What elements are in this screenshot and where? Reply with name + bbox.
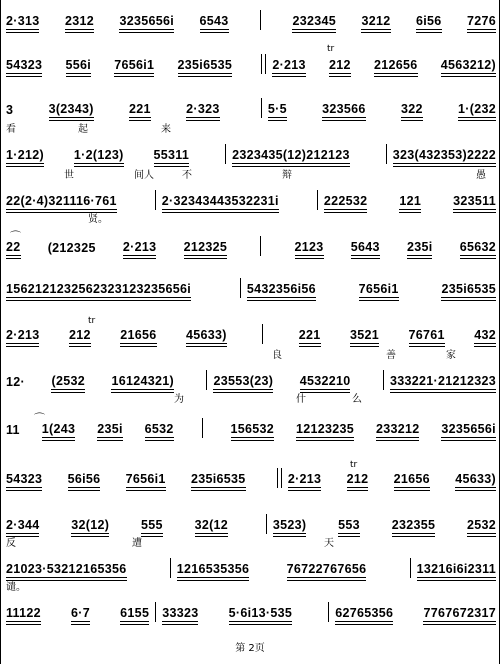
note-group: 232345 (292, 14, 336, 28)
score-row (6, 560, 496, 578)
lyric-word: 良 (272, 350, 282, 361)
note-group: 3212 (361, 14, 391, 28)
lyric-word: 来 (161, 124, 171, 135)
note-group: 7767672317 (423, 606, 496, 620)
double-bar-line (261, 54, 266, 74)
note-group: 3 (6, 103, 14, 117)
score-row (6, 372, 496, 390)
note-group: 21023·53212165356 (6, 562, 127, 576)
lyric-word: 谴。 (6, 582, 26, 593)
note-group: 5·5 (267, 102, 287, 116)
score-row (6, 56, 496, 74)
note-group: 33 (162, 606, 177, 620)
trill-mark: tr (88, 316, 96, 326)
note-group: 55311 (153, 148, 190, 162)
note-group: 323 (176, 606, 199, 620)
lyric-line (6, 534, 496, 549)
bar-line (225, 144, 226, 164)
note-group: 212325 (183, 240, 228, 254)
bar-line (410, 558, 411, 578)
fermata-mark: ⌒ (10, 230, 21, 243)
note-group: 1·2(123) (73, 148, 124, 162)
note-group: 16124321) (111, 374, 174, 388)
bar-line (328, 602, 329, 622)
note-group: 12123235 (296, 422, 355, 436)
score-row (6, 238, 496, 256)
lyric-word: 起 (78, 124, 88, 135)
note-group: 4532210 (299, 374, 351, 388)
lyric-word: 间人 (134, 170, 154, 181)
lyric-word: 家 (446, 350, 456, 361)
score-row (6, 420, 496, 438)
note-group: 212 (68, 328, 91, 342)
score-row (6, 516, 496, 534)
note-group: 23553(23) (213, 374, 274, 388)
lyric-line (6, 390, 496, 405)
bar-line (170, 558, 171, 578)
page-number: 第 2页 (235, 643, 265, 654)
note-group: 3521 (350, 328, 380, 342)
fermata-mark: ⌒ (34, 412, 45, 425)
note-group: 2222 (466, 148, 496, 162)
note-group: 1·(232 (458, 102, 496, 116)
bar-line (155, 190, 156, 210)
note-group: 232355 (391, 518, 436, 532)
trill-mark: tr (350, 460, 358, 470)
note-group: 212656 (374, 58, 418, 72)
note-group: 54323 (6, 472, 43, 486)
lyric-word: 反 (6, 538, 16, 549)
page-border-left (0, 0, 1, 664)
note-group: 22 (6, 240, 21, 254)
note-group: 615 (120, 606, 142, 620)
note-group: 54323 (6, 58, 43, 72)
note-group: 45633) (186, 328, 227, 342)
note-group: 235i6535 (190, 472, 246, 486)
note-group: 121 (399, 194, 422, 208)
note-group: 233212 (375, 422, 420, 436)
lyric-line (6, 346, 496, 361)
note-group: 32(12) (71, 518, 110, 532)
note-group: 235i6535 (441, 282, 497, 296)
note-group: (212325 (47, 241, 96, 255)
note-group: 235i (406, 240, 433, 254)
trill-mark: tr (327, 44, 335, 54)
note-group: 21656 (393, 472, 430, 486)
note-group: 21656 (120, 328, 157, 342)
note-group: 212123 (306, 148, 350, 162)
note-group: 3(2343) (48, 102, 94, 116)
note-group: 222532 (323, 194, 368, 208)
note-group: 2·213 (272, 58, 306, 72)
note-group: 65632 (459, 240, 496, 254)
lyric-word: 天 (324, 538, 334, 549)
note-group: 7656i1 (114, 58, 155, 72)
lyric-word: 善 (386, 350, 396, 361)
note-group: 5 (141, 606, 150, 620)
note-group: 212 (329, 58, 351, 72)
lyric-word: 世 (64, 170, 74, 181)
note-group: 45633) (455, 472, 496, 486)
score-row (6, 192, 496, 210)
note-group: 76722767656 (286, 562, 367, 576)
note-group: 1216535356 (176, 562, 250, 576)
lyric-word: 什 (296, 394, 306, 405)
note-group: 1562121232562323123235656i (6, 282, 192, 296)
note-group: 7656i1 (358, 282, 399, 296)
score-row (6, 12, 496, 30)
score-row (6, 146, 496, 164)
lyric-word: 看 (6, 124, 16, 135)
bar-line (266, 514, 267, 534)
bar-line (386, 144, 387, 164)
score-row (6, 470, 496, 488)
note-group: 221 (129, 102, 151, 116)
note-group: 56i56 (67, 472, 101, 486)
note-group: 11 (6, 423, 20, 437)
note-group: 5·6i13·535 (228, 606, 293, 620)
note-group: 22(2·4)321116·761 (6, 194, 117, 208)
note-group: 2323435(12) (232, 148, 307, 162)
note-group: 1(243 (41, 422, 76, 436)
note-group: 323(432353) (392, 148, 467, 162)
note-group: 2·344 (6, 518, 40, 532)
note-group: 2·213 (287, 472, 322, 486)
note-group: 4563212) (440, 58, 497, 72)
note-group: 6·7 (71, 606, 91, 620)
score-row (6, 100, 496, 118)
note-group: (2532 (51, 374, 85, 388)
note-group: 556i (65, 58, 92, 72)
note-group: 212 (346, 472, 369, 486)
lyric-line (6, 210, 496, 225)
note-group: 323566 (322, 102, 366, 116)
bar-line (383, 370, 384, 390)
note-group: 12· (6, 375, 25, 389)
note-group: 6i56 (415, 14, 442, 28)
bar-line (206, 370, 207, 390)
note-group: 2123 (294, 240, 324, 254)
note-group: 333221·21212323 (389, 374, 496, 388)
double-bar-line (277, 468, 282, 488)
bar-line (260, 10, 261, 30)
lyric-word: 愚 (476, 170, 486, 181)
note-group: 432 (474, 328, 497, 342)
note-group: 2·323 (186, 102, 220, 116)
note-group: 322 (400, 102, 423, 116)
note-group: 32(12 (194, 518, 229, 532)
bar-line (240, 278, 241, 298)
bar-line (202, 418, 203, 438)
lyric-word: 为 (174, 394, 184, 405)
note-group: 3235656i (119, 14, 175, 28)
lyric-line (6, 166, 496, 181)
note-group: 2·213 (6, 328, 40, 342)
bar-line (262, 324, 263, 344)
note-group: 235i6535 (177, 58, 233, 72)
note-group: 13216i6i2311 (416, 562, 496, 576)
bar-line (261, 98, 262, 118)
note-group: 1·212) (6, 148, 44, 162)
note-group: 5643 (350, 240, 380, 254)
score-row (6, 604, 496, 622)
bar-line (260, 236, 261, 256)
note-group: 5432356i56 (246, 282, 316, 296)
bar-line (155, 602, 156, 622)
note-group: 11122 (6, 606, 41, 620)
lyric-word: 么 (352, 394, 362, 405)
note-group: 235i (97, 422, 123, 436)
lyric-line (6, 578, 496, 593)
note-group: 2·313 (6, 14, 40, 28)
score-row (6, 280, 496, 298)
bar-line (317, 190, 318, 210)
note-group: 62765356 (335, 606, 394, 620)
lyric-word: 辩 (282, 170, 292, 181)
lyric-word: 贤。 (88, 214, 108, 225)
note-group: 555 (141, 518, 163, 532)
note-group: 76761 (408, 328, 445, 342)
note-group: 156532 (230, 422, 275, 436)
note-group: 7276 (467, 14, 497, 28)
note-group: 221 (298, 328, 321, 342)
note-group: 7656i1 (125, 472, 166, 486)
note-group: 323511 (453, 194, 496, 208)
note-group: 2312 (64, 14, 94, 28)
lyric-word: 遭 (132, 538, 142, 549)
note-group: 2·213 (122, 240, 157, 254)
score-row (6, 326, 496, 344)
note-group: 553 (338, 518, 360, 532)
note-group: 6543 (199, 14, 229, 28)
lyric-word: 不 (182, 170, 192, 181)
note-group: 2532 (467, 518, 497, 532)
lyric-line (6, 120, 496, 135)
note-group: 3235656i (441, 422, 496, 436)
note-group: 6532 (144, 422, 174, 436)
note-group: 3523) (272, 518, 307, 532)
note-group: 2·32343443532231i (161, 194, 279, 208)
